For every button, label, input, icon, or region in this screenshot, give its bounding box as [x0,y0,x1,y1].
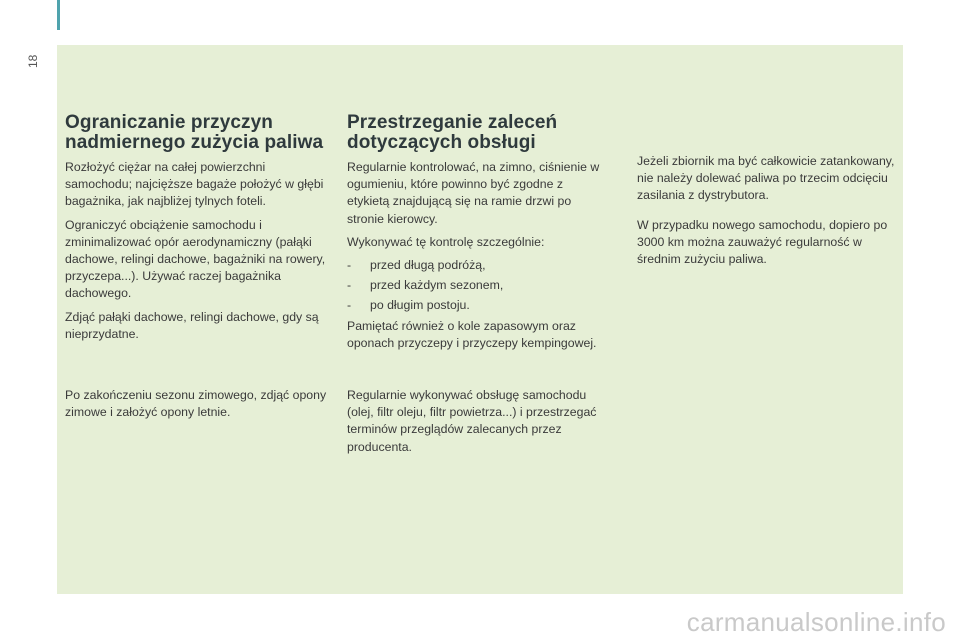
accent-bar [57,0,60,30]
paragraph-new-vehicle: W przypadku nowego samochodu, dopiero po 3000 km można zauważyć regularność w średnim zużyciu paliwa. [637,217,888,267]
list-item: - po długim postoju. [347,298,470,313]
column-maintenance [347,113,607,358]
list-item: - przed każdym sezonem, [347,278,504,293]
paragraph-load-distribution: Rozłożyć ciężar na całej powierzchni samochodu; najcięższe bagaże położyć w głębi bagażnika, jak najbliżej tylnych foteli. [65,160,324,209]
column-maintenance-bottom [347,387,607,462]
paragraph-winter-tyres: Po zakończeniu sezonu zimowego, zdjąć opony zimowe i założyć opony letnie. [65,388,327,420]
paragraph-fuel-tank: Jeżeli zbiornik ma być całkowicie zatankowany, nie należy dolewać paliwa po trzecim odcięciu zasilania z dystrybutora. [637,154,895,203]
content-panel [57,45,903,594]
page-number: 18 [26,54,40,68]
paragraph-tyre-pressure: Regularnie kontrolować, na zimno, ciśnienie w ogumieniu, które powinno być zgodne z etykietą znajdującą się na ramie drzwi po stronie kierowcy. [347,160,600,226]
column-fuel-consumption-bottom [65,387,335,427]
section-title-maintenance: Przestrzeganie zaleceń dotyczących obsługi [347,112,558,153]
paragraph-check-intro: Wykonywać tę kontrolę szczególnie: [347,234,545,249]
column-refuelling [637,153,907,274]
watermark-text: carmanualsonline.info [686,607,946,637]
section-title-fuel-consumption: Ograniczanie przyczyn nadmiernego zużycia paliwa [65,112,324,153]
check-list [347,257,607,315]
paragraph-roof-bars: Zdjąć pałąki dachowe, relingi dachowe, gdy są nieprzydatne. [65,309,319,341]
paragraph-service-schedule: Regularnie wykonywać obsługę samochodu (olej, filtr oleju, filtr powietrza...) i przestrzegać terminów przeglądów zalecanych przez producenta. [347,388,597,454]
list-item: - przed długą podróżą, [347,258,486,273]
paragraph-spare-wheel: Pamiętać również o kole zapasowym oraz oponach przyczepy i przyczepy kempingowej. [347,318,597,350]
column-fuel-consumption [65,113,335,349]
paragraph-aerodynamics: Ograniczyć obciążenie samochodu i zminimalizować opór aerodynamiczny (pałąki dachowe, relingi dachowe, bagażniki na rowery, przyczepa...). Używać raczej bagażnika dachowego. [65,217,326,301]
